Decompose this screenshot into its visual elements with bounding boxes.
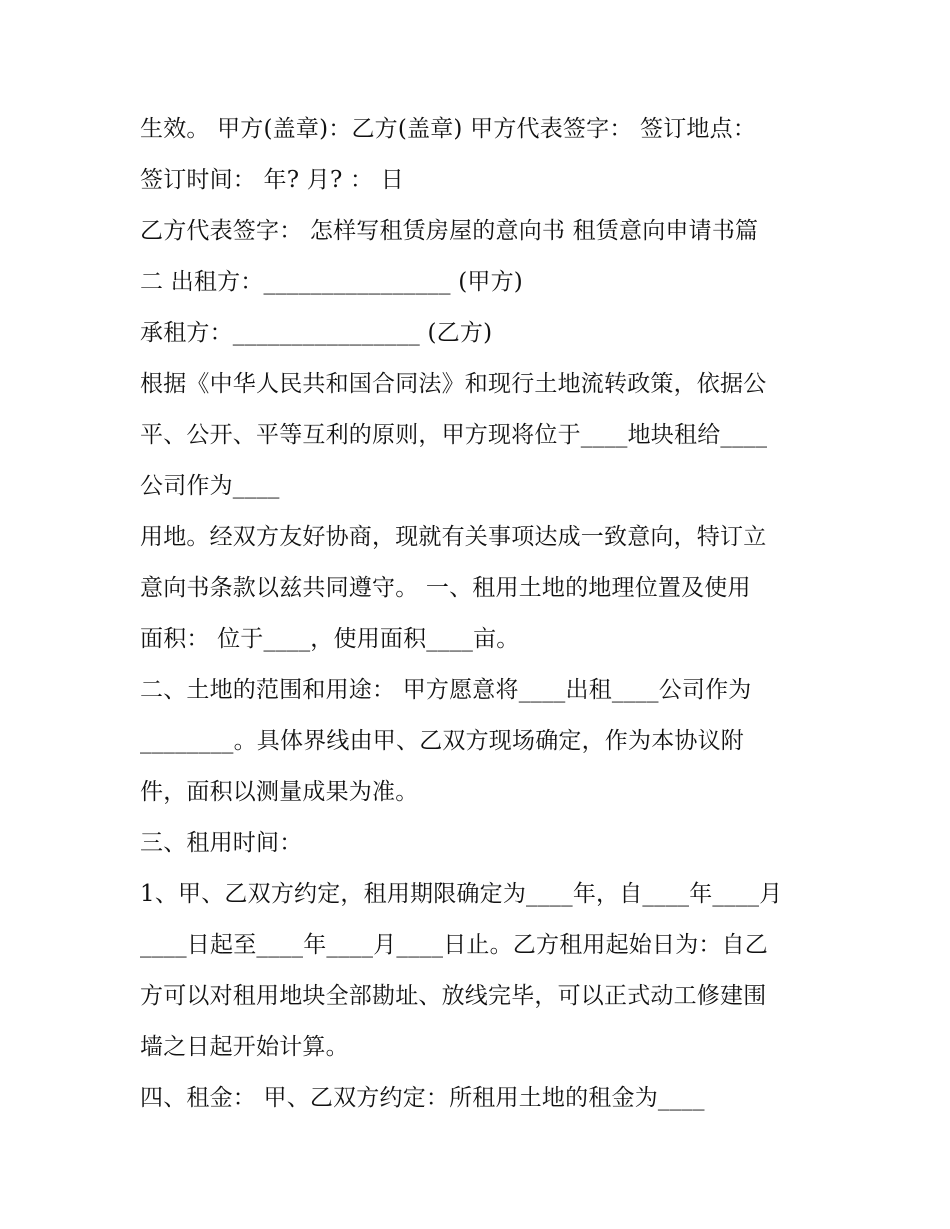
document-line: 根据《中华人民共和国合同法》和现行土地流转政策，依据公: [140, 371, 767, 397]
document-line: 三、租用时间：: [140, 830, 303, 856]
document-line: 意向书条款以兹共同遵守。 一、租用土地的地理位置及使用: [140, 575, 751, 601]
document-line: 面积： 位于____，使用面积____亩。: [140, 626, 520, 652]
document-line: 公司作为____: [140, 473, 280, 499]
document-line: 签订时间： 年? 月? ： 日: [140, 167, 404, 193]
document-line: 生效。 甲方(盖章)：乙方(盖章) 甲方代表签字： 签订地点：: [140, 116, 757, 142]
document-line: 墙之日起开始计算。: [140, 1034, 349, 1060]
document-line: 二、土地的范围和用途： 甲方愿意将____出租____公司作为: [140, 677, 752, 703]
document-body: [140, 104, 830, 1124]
document-line: 件，面积以测量成果为准。: [140, 779, 419, 805]
document-line: 平、公开、平等互利的原则，甲方现将位于____地块租给____: [140, 422, 768, 448]
document-line: ________。具体界线由甲、乙双方现场确定，作为本协议附: [140, 728, 744, 754]
document-line: 四、租金： 甲、乙双方约定：所租用土地的租金为____: [140, 1085, 705, 1111]
document-line: 承租方：________________ (乙方): [140, 320, 493, 346]
document-line: 用地。经双方友好协商，现就有关事项达成一致意向，特订立: [140, 524, 767, 550]
document-line: 1、甲、乙双方约定，租用期限确定为____年，自____年____月: [140, 881, 783, 907]
document-line: ____日起至____年____月____日止。乙方租用起始日为：自乙: [140, 932, 768, 958]
document-line: 方可以对租用地块全部勘址、放线完毕，可以正式动工修建围: [140, 983, 767, 1009]
document-line: 二 出租方：________________ (甲方): [140, 269, 523, 295]
document-line: 乙方代表签字： 怎样写租赁房屋的意向书 租赁意向申请书篇: [140, 218, 759, 244]
